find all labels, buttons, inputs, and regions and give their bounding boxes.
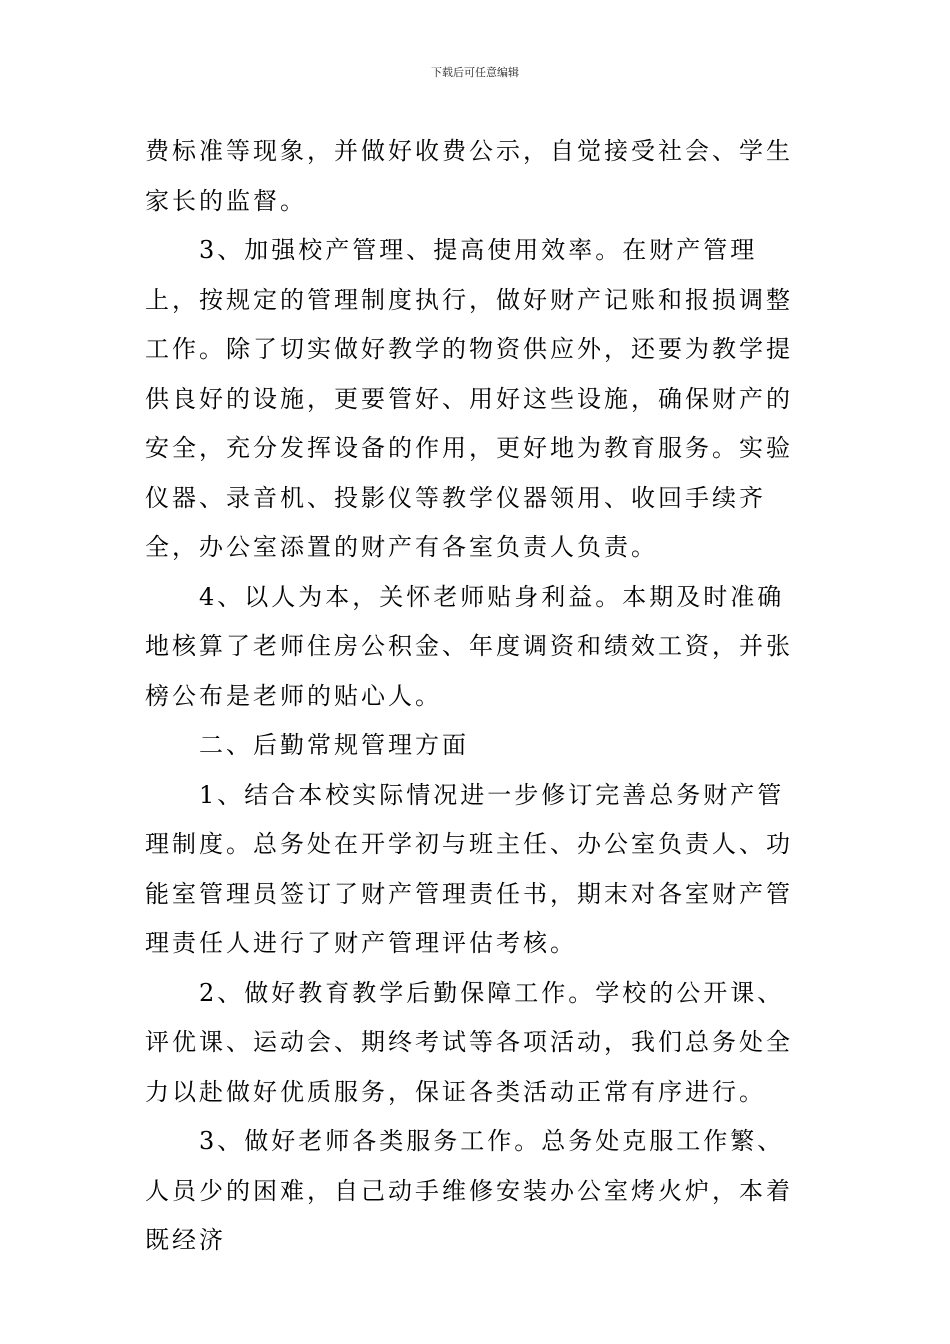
document-body [145, 127, 811, 1266]
paragraph-property-system: 1、结合本校实际情况进一步修订完善总务财产管理制度。总务处在开学初与班主任、办公室负责人、功能室管理员签订了财产管理责任书，期末对各室财产管理责任人进行了财产管理评估考核。 [145, 780, 793, 957]
section-heading-logistics: 二、后勤常规管理方面 [199, 731, 469, 759]
paragraph-teacher-services: 3、做好老师各类服务工作。总务处克服工作繁、人员少的困难，自己动手维修安装办公室烤火炉，本着既经济 [145, 1127, 793, 1254]
page-header: 下载后可任意编辑 [431, 66, 519, 79]
paragraph-asset-management: 3、加强校产管理、提高使用效率。在财产管理上，按规定的管理制度执行，做好财产记账和报损调整工作。除了切实做好教学的物资供应外，还要为教学提供良好的设施，更要管好、用好这些设施，确保财产的安全，充分发挥设备的作用，更好地为教育服务。实验仪器、录音机、投影仪等教学仪器领用、收回手续齐全，办公室添置的财产有各室负责人负责。 [145, 236, 793, 561]
paragraph-fee-supervision: 费标准等现象，并做好收费公示，自觉接受社会、学生家长的监督。 [145, 137, 793, 215]
paragraph-teacher-benefits: 4、以人为本，关怀老师贴身利益。本期及时准确地核算了老师住房公积金、年度调资和绩效工资，并张榜公布是老师的贴心人。 [145, 582, 793, 710]
paragraph-teaching-support: 2、做好教育教学后勤保障工作。学校的公开课、评优课、运动会、期终考试等各项活动，我们总务处全力以赴做好优质服务，保证各类活动正常有序进行。 [145, 978, 793, 1106]
